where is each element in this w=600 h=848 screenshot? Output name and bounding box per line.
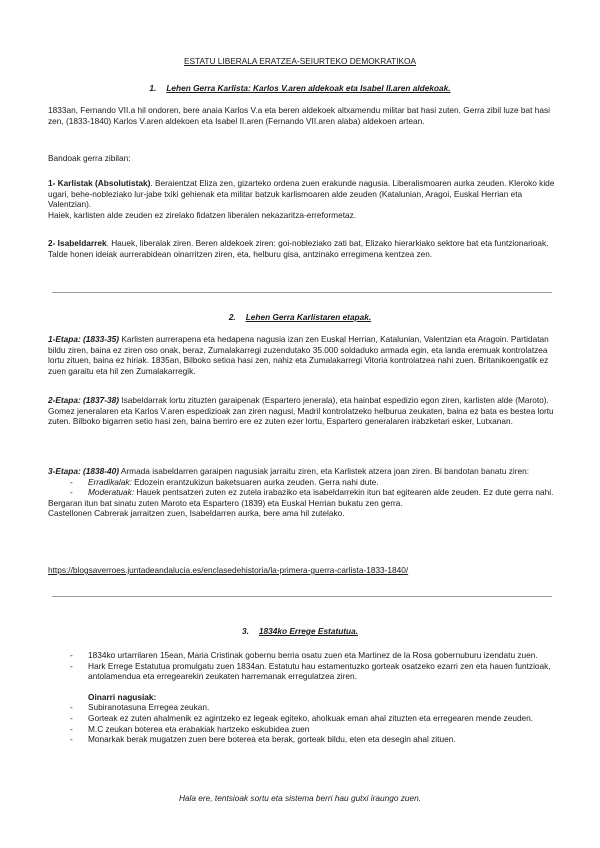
section-2-heading bbox=[0, 312, 600, 323]
etapa-2-text: Isabeldarrak lortu zituzten garaipenak (Espartero jenerala), eta hainbat espedizio egon ziren, karlisten alde (Maroto). bbox=[119, 395, 549, 405]
karlistak-text-2: Haiek, karlisten alde zeuden ez zirelako fidatzen liberalen nekazaritza-erreformetaz. bbox=[48, 209, 357, 220]
list-item: - Gorteak ez zuten ahalmenik ez agintzeko ez legeak egiteko, aholkuak eman ahal zituzten eta erregearen mende zeuden. bbox=[88, 713, 560, 724]
section-1-heading bbox=[0, 83, 600, 94]
list-item: - Subiranotasuna Erregea zeukan. bbox=[88, 702, 560, 713]
section-2-number: 2. bbox=[228, 312, 236, 322]
isabeldarrak-paragraph bbox=[48, 238, 560, 259]
etapa-1-text: Karlisten aurrerapena eta hedapena nagusia izan zen Euskal Herrian, Katalunian, Valentzian eta Aragoin. Partidatan bildu ziren, baina ez ziren oso onak, beraz, Zumalakarregi zuzendutako 35.000 soldaduko armada egin, eta landa eremuak kontrolatzea lortu zituen, baina ez hiriak. 1835an, Bilboko setioa hasi zen, nahiz eta Zumalakarregi Vitoria kontrolatzea nahi zuen. Britanikoengatik ez zuen garaitu eta hil zen Zumalakarregik. bbox=[48, 334, 549, 376]
source-paragraph bbox=[48, 565, 560, 576]
etapa-2-label: 2-Etapa: (1837-38) bbox=[48, 395, 120, 405]
isabeldarrak-text: . Hauek, liberalak ziren. Beren aldekoek ziren: goi-nobleziako zati bat, Elizako hierarkiako sektore bat eta funtzionarioak. Talde honen ideiak aurrerabidean oinarritzen ziren, eta, helburu gisa, antzinako erregimena kentzea zen. bbox=[48, 238, 549, 259]
list-item bbox=[88, 487, 560, 498]
etapa-1-paragraph bbox=[48, 334, 560, 376]
oinarri-label: Oinarri nagusiak: bbox=[88, 691, 157, 702]
etapa-2-paragraph bbox=[48, 395, 560, 427]
estatutua-list bbox=[48, 650, 560, 682]
castellon-text: Castellonen Cabrerak jarraitzen zuen, Isabeldarren aurka, bere ama hil zutelako. bbox=[48, 508, 345, 519]
document-title: ESTATU LIBERALA ERATZEA-SEIURTEKO DEMOKRATIKOA bbox=[183, 56, 417, 66]
erradikalak-text: Edozein erantzukizun baketsuaren aurka zeuden. Gerra nahi dute. bbox=[131, 476, 379, 487]
etapa-3-list bbox=[48, 477, 560, 498]
etapa-3-paragraph bbox=[48, 466, 560, 519]
isabeldarrak-label: 2- Isabeldarrek bbox=[48, 238, 107, 248]
list-item: - 1834ko urtarrilaren 15ean, Maria Cristinak gobernu berria osatu zuen eta Martinez de la Rosa gobernuburu izendatu zuen. bbox=[88, 650, 560, 661]
closing-text: Hala ere, tentsioak sortu eta sistema berri hau gutxi iraungo zuen. bbox=[178, 793, 422, 803]
bergara-text: Bergaran itun bat sinatu zuten Maroto eta Espartero (1839) eta Euskal Herrian bukatu zen gerra. bbox=[48, 497, 403, 508]
source-link[interactable]: https://blogsaverroes.juntadeandalucia.es/enclasedehistoria/la-primera-guerra-carlista-1833-1840/ bbox=[48, 565, 409, 575]
divider-2 bbox=[52, 596, 552, 597]
section-1-intro: 1833an, Fernando VII.a hil ondoren, bere anaia Karlos V.a eta beren aldekoek altxamendu militar bat hasi zuten. Gerra zibil luze bat hasi zen, (1833-1840) Karlos V.aren aldekoen eta Isabel II.aren (Fernando VII.aren alaba) aldekoen artean. bbox=[48, 105, 550, 126]
section-3-number: 3. bbox=[241, 626, 249, 636]
moderatuak-text: Hauek pentsatzen zuten ez zutela irabaziko eta isabeldarrekin itun bat egitearen alde zeuden. Ez dute gerra nahi. bbox=[134, 487, 554, 498]
moderatuak-label: Moderatuak: bbox=[88, 487, 135, 498]
karlistak-label: 1- Karlistak (Absolutistak) bbox=[48, 178, 151, 188]
erradikalak-label: Erradikalak: bbox=[88, 476, 132, 487]
section-3-body bbox=[48, 650, 560, 745]
karlistak-text: . Beraientzat Eliza zen, gizarteko ordena zuen erakunde nagusia. Liberalismoaren aurka zeuden. Kleroko kide ugari, behe-nobleziako lur-jabe txiki gehienak eta militar batzuk karlismoaren alde zeuden (Katalunian, Aragoi, Euskal Herrian eta Valentzian). bbox=[48, 178, 555, 210]
section-2-title: Lehen Gerra Karlistaren etapak. bbox=[245, 312, 372, 322]
section-1-title: Lehen Gerra Karlista: Karlos V.aren aldekoak eta Isabel II.aren aldekoak. bbox=[166, 83, 451, 93]
divider-1 bbox=[52, 292, 552, 293]
etapa-3-label: 3-Etapa: (1838-40) bbox=[48, 466, 120, 476]
list-item: - M.C zeukan boterea eta erabakiak hartzeko eskubidea zuen bbox=[88, 724, 560, 735]
section-1-number: 1. bbox=[149, 83, 157, 93]
karlistak-paragraph bbox=[48, 178, 560, 220]
oinarri-list bbox=[48, 702, 560, 744]
etapa-2-text-2: Gomez jeneralaren eta Karlos V.aren espedizioak zan ziren nagusi, Madril kontrolatzeko helburua zeukaten, baina ez bata es bestea lortu zuten. Bilboko bigarren setio hasi zen, baina berriro ere ez zuten ezer lortu, Espartero generalaren irabzketari esker, Lutxanan. bbox=[48, 405, 554, 427]
list-item: - Monarkak berak mugatzen zuen bere boterea eta berak, gorteak bildu, eten eta desegin ahal zituen. bbox=[88, 734, 560, 745]
etapa-3-text: Armada isabeldarren garaipen nagusiak jarraitu ziren, eta Karlistek atzera joan ziren. Bi bandotan banatu ziren: bbox=[119, 466, 530, 476]
list-item: - Hark Errege Estatutua promulgatu zuen 1834an. Estatutu hau estamentuzko gorteak osatzeko ezarri zen eta hauen funtzioak, antolamendua eta erregearekin zeukaten harremanak erregulatzea ziren. bbox=[88, 661, 560, 682]
section-3-heading bbox=[0, 626, 600, 637]
bandoak-label: Bandoak gerra zibilan: bbox=[48, 153, 131, 163]
section-3-title: 1834ko Errege Estatutua. bbox=[258, 626, 359, 636]
etapa-1-label: 1-Etapa: (1833-35) bbox=[48, 334, 120, 344]
list-item bbox=[88, 477, 560, 488]
